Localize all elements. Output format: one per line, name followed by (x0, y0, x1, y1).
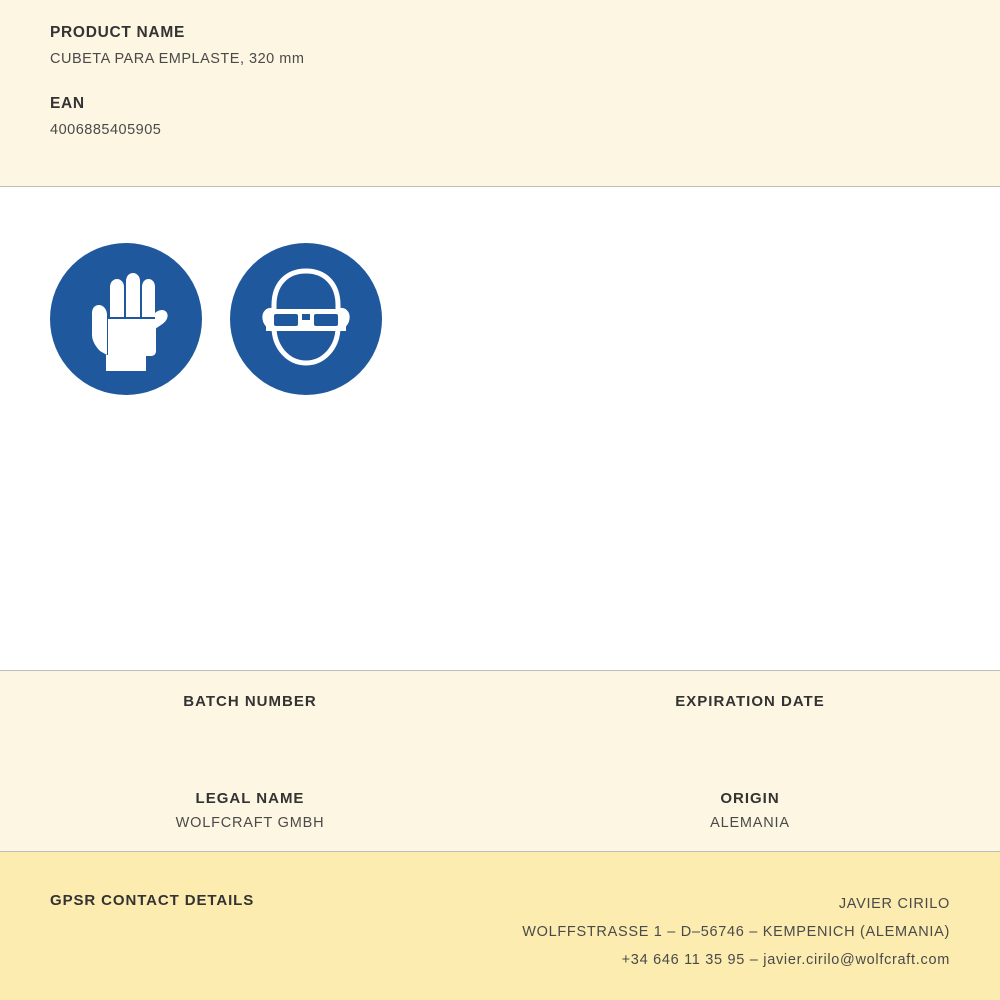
batch-number-field (0, 693, 500, 736)
expiration-date-label: EXPIRATION DATE (675, 693, 825, 710)
gpsr-contact-footer (0, 852, 1000, 1000)
ean-field (50, 95, 950, 138)
origin-field (500, 790, 1000, 833)
origin-value: ALEMANIA (710, 815, 790, 831)
batch-expiration-row (0, 693, 1000, 736)
legal-origin-row (0, 790, 1000, 833)
product-name-label: PRODUCT NAME (50, 24, 185, 41)
legal-name-field (0, 790, 500, 833)
origin-label: ORIGIN (720, 790, 780, 807)
batch-legal-section (0, 671, 1000, 851)
ean-label: EAN (50, 95, 85, 112)
eye-protection-icon (230, 243, 382, 395)
expiration-date-value (510, 718, 990, 736)
gpsr-contact-details (522, 872, 950, 974)
contact-name: JAVIER CIRILO (838, 896, 950, 912)
batch-number-label: BATCH NUMBER (183, 693, 317, 710)
product-name-field (50, 24, 950, 67)
pictogram-row (50, 243, 950, 395)
ean-value: 4006885405905 (50, 122, 162, 138)
product-name-value: CUBETA PARA EMPLASTE, 320 mm (50, 51, 305, 67)
batch-number-value (10, 718, 490, 736)
pictogram-section (0, 187, 1000, 670)
expiration-date-field (500, 693, 1000, 736)
protective-gloves-icon (50, 243, 202, 395)
contact-address: WOLFFSTRASSE 1 – D–56746 – KEMPENICH (ALEMANIA) (522, 924, 950, 940)
contact-phone-email: +34 646 11 35 95 – javier.cirilo@wolfcraft.com (621, 952, 950, 968)
gpsr-contact-title: GPSR CONTACT DETAILS (50, 892, 255, 909)
legal-name-value: WOLFCRAFT GMBH (175, 815, 325, 831)
legal-name-label: LEGAL NAME (195, 790, 305, 807)
product-header-section (0, 0, 1000, 186)
